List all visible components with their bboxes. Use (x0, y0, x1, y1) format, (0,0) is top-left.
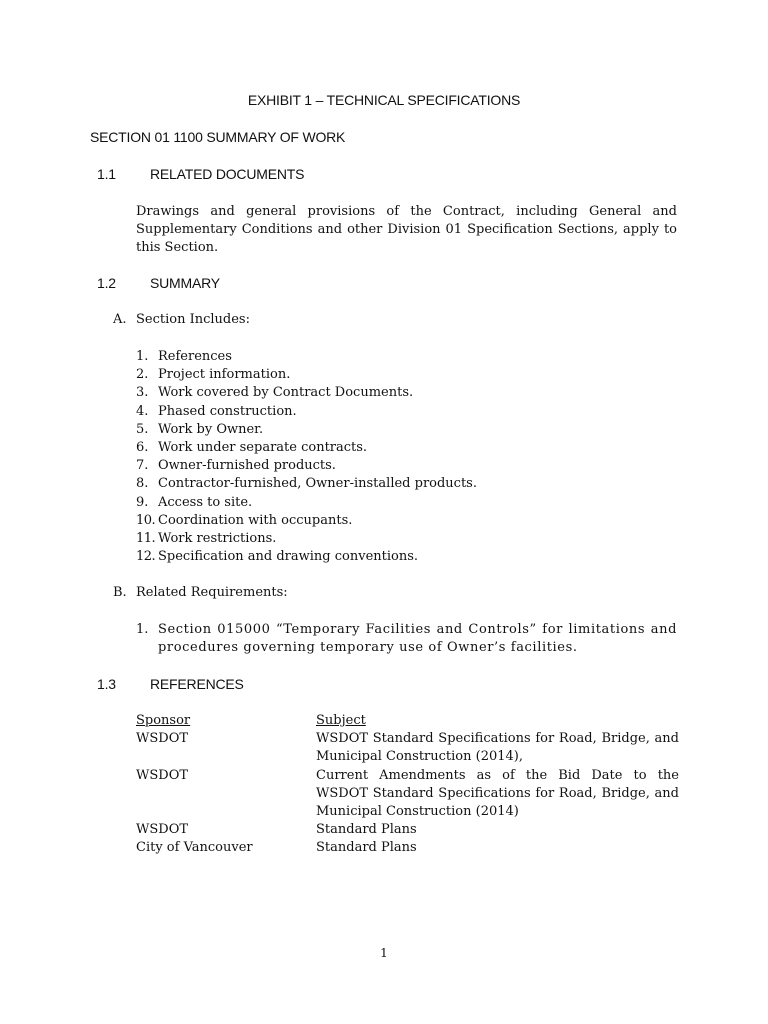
list-item (136, 403, 681, 421)
item-text: Section 015000 “Temporary Facilities and Controls” for limitations and procedures governing temporary use of Owner’s facilities. (158, 622, 677, 656)
item-number: 6. (136, 440, 149, 456)
heading-summary (97, 275, 220, 291)
heading-number: 1.3 (97, 676, 116, 692)
heading-number: 1.1 (97, 166, 116, 182)
item-number: 4. (136, 403, 149, 419)
item-number: 10. (136, 512, 156, 528)
subsection-letter: B. (113, 585, 127, 600)
list-item (136, 348, 681, 366)
subsection-related-requirements (113, 585, 288, 600)
heading-title: REFERENCES (150, 676, 244, 692)
references-table (136, 712, 679, 858)
heading-number: 1.2 (97, 275, 116, 291)
subsection-label: Related Requirements: (136, 585, 288, 600)
table-header-row (136, 712, 679, 730)
item-text: Contractor-furnished, Owner-installed products. (158, 476, 477, 492)
subsection-letter: A. (113, 312, 127, 327)
sponsor-cell: WSDOT (136, 822, 189, 838)
heading-references (97, 676, 244, 692)
list-item (136, 512, 681, 530)
item-text: Phased construction. (158, 403, 297, 419)
page-number: 1 (380, 946, 388, 960)
item-number: 7. (136, 458, 149, 474)
item-number: 1. (136, 349, 149, 364)
list-item (136, 457, 681, 475)
table-row (136, 821, 679, 839)
item-text: Access to site. (158, 494, 253, 510)
item-text: References (158, 349, 232, 364)
table-row (136, 767, 679, 822)
item-text: Work under separate contracts. (158, 440, 368, 456)
column-header-sponsor: Sponsor (136, 713, 191, 728)
item-number: 5. (136, 421, 149, 437)
heading-title: RELATED DOCUMENTS (150, 166, 305, 182)
item-text: Project information. (158, 367, 291, 383)
item-number: 11. (136, 531, 156, 547)
list-item (136, 439, 681, 457)
subsection-label: Section Includes: (136, 312, 250, 327)
sponsor-cell: WSDOT (136, 731, 189, 747)
subsection-section-includes (113, 312, 250, 327)
item-number: 3. (136, 385, 149, 401)
heading-title: SUMMARY (150, 275, 220, 291)
list-item (136, 530, 681, 548)
section-includes-list (136, 348, 681, 566)
item-number: 8. (136, 476, 149, 492)
item-text: Work covered by Contract Documents. (158, 385, 414, 401)
table-row (136, 730, 679, 766)
item-text: Specification and drawing conventions. (158, 549, 419, 565)
sponsor-cell: City of Vancouver (136, 840, 253, 856)
list-item (136, 494, 681, 512)
list-item (136, 548, 681, 566)
item-text: Owner-furnished products. (158, 458, 336, 474)
table-row (136, 839, 679, 857)
item-text: Coordination with occupants. (158, 512, 353, 528)
list-item (136, 384, 681, 402)
subject-cell: Current Amendments as of the Bid Date to the WSDOT Standard Specifications for Road, Bridge, and Municipal Construction (2014) (316, 767, 679, 820)
list-item (136, 366, 681, 384)
item-number: 9. (136, 494, 149, 510)
sponsor-cell: WSDOT (136, 767, 189, 783)
item-text: Work restrictions. (158, 531, 277, 547)
item-number: 12. (136, 549, 156, 565)
item-number: 2. (136, 367, 149, 383)
heading-related-documents (97, 166, 304, 182)
section-title: SECTION 01 1100 SUMMARY OF WORK (90, 129, 346, 145)
list-item (136, 421, 681, 439)
related-documents-paragraph: Drawings and general provisions of the Contract, including General and Supplementary Conditions and other Division 01 Specification Sections, apply to this Section. (136, 204, 677, 256)
exhibit-title: EXHIBIT 1 – TECHNICAL SPECIFICATIONS (247, 92, 521, 108)
item-text: Work by Owner. (158, 421, 264, 437)
subject-cell: Standard Plans (316, 822, 417, 838)
item-number: 1. (136, 622, 149, 637)
column-header-subject: Subject (316, 713, 366, 728)
subject-cell: WSDOT Standard Specifications for Road, Bridge, and Municipal Construction (2014), (316, 731, 679, 765)
related-requirement-item (136, 621, 677, 657)
list-item (136, 475, 681, 493)
subject-cell: Standard Plans (316, 840, 417, 856)
